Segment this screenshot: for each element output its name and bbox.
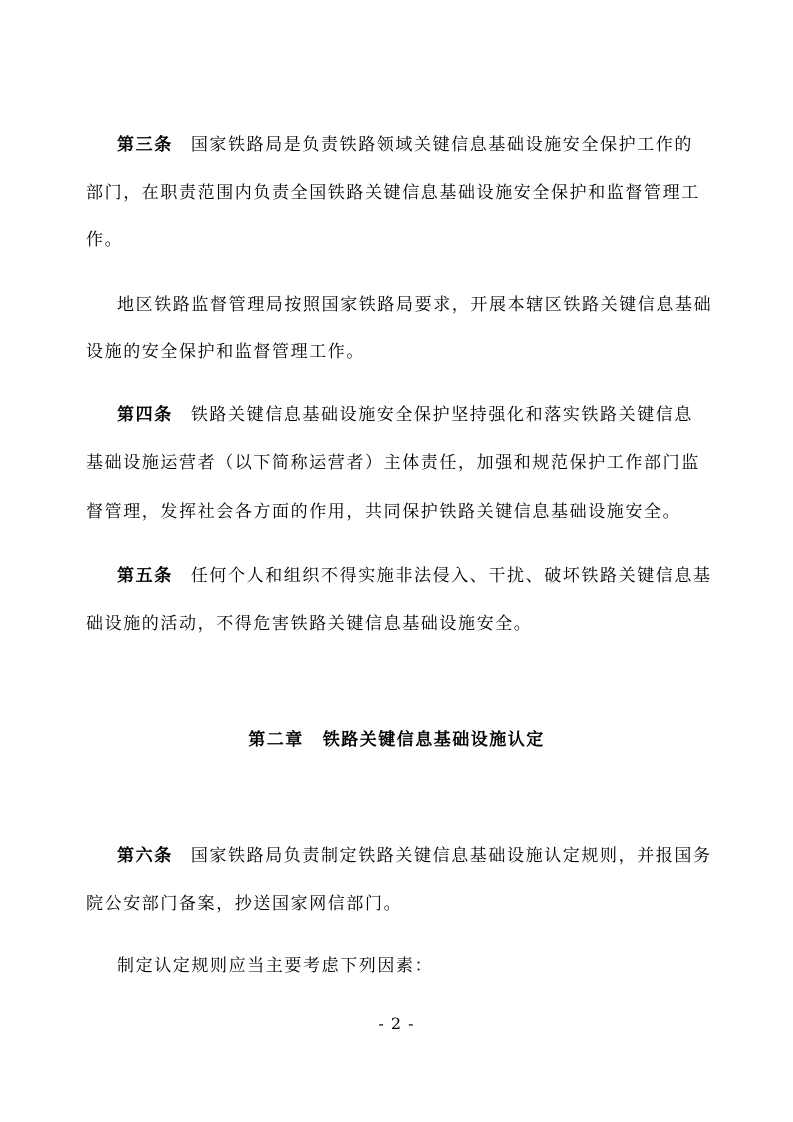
line-text: 国家铁路局是负责铁路领域关键信息基础设施安全保护工作的 (190, 135, 694, 155)
article-label: 第三条 (117, 135, 173, 155)
paragraph-line (117, 133, 693, 157)
paragraph-line: 地区铁路监督管理局按照国家铁路局要求，开展本辖区铁路关键信息基础 (117, 295, 713, 315)
paragraph-line: 院公安部门备案，抄送国家网信部门。 (86, 894, 403, 914)
paragraph-line (117, 564, 712, 588)
paragraph-line: 基础设施运营者（以下简称运营者）主体责任，加强和规范保护工作部门监 (86, 453, 700, 473)
chapter-heading (0, 727, 793, 753)
article-label: 第六条 (117, 846, 173, 866)
paragraph-line: 督管理，发挥社会各方面的作用，共同保护铁路关键信息基础设施安全。 (86, 502, 682, 522)
article-label: 第四条 (117, 405, 173, 425)
paragraph-line: 制定认定规则应当主要考虑下列因素： (117, 956, 434, 976)
paragraph-line (117, 403, 693, 427)
paragraph-line: 础设施的活动，不得危害铁路关键信息基础设施安全。 (86, 614, 533, 634)
paragraph-line (117, 844, 712, 868)
paragraph-line: 部门，在职责范围内负责全国铁路关键信息基础设施安全保护和监督管理工 (86, 183, 700, 203)
line-text: 铁路关键信息基础设施安全保护坚持强化和落实铁路关键信息 (190, 405, 694, 425)
paragraph-line: 设施的安全保护和监督管理工作。 (86, 342, 365, 362)
paragraph-line: 作。 (86, 230, 124, 250)
chapter-number: 第二章 (248, 730, 304, 750)
chapter-title: 铁路关键信息基础设施认定 (322, 730, 545, 750)
article-label: 第五条 (117, 566, 173, 586)
line-text: 任何个人和组织不得实施非法侵入、干扰、破坏铁路关键信息基 (190, 566, 712, 586)
page-number: - 2 - (378, 1014, 415, 1033)
line-text: 国家铁路局负责制定铁路关键信息基础设施认定规则，并报国务 (190, 846, 712, 866)
